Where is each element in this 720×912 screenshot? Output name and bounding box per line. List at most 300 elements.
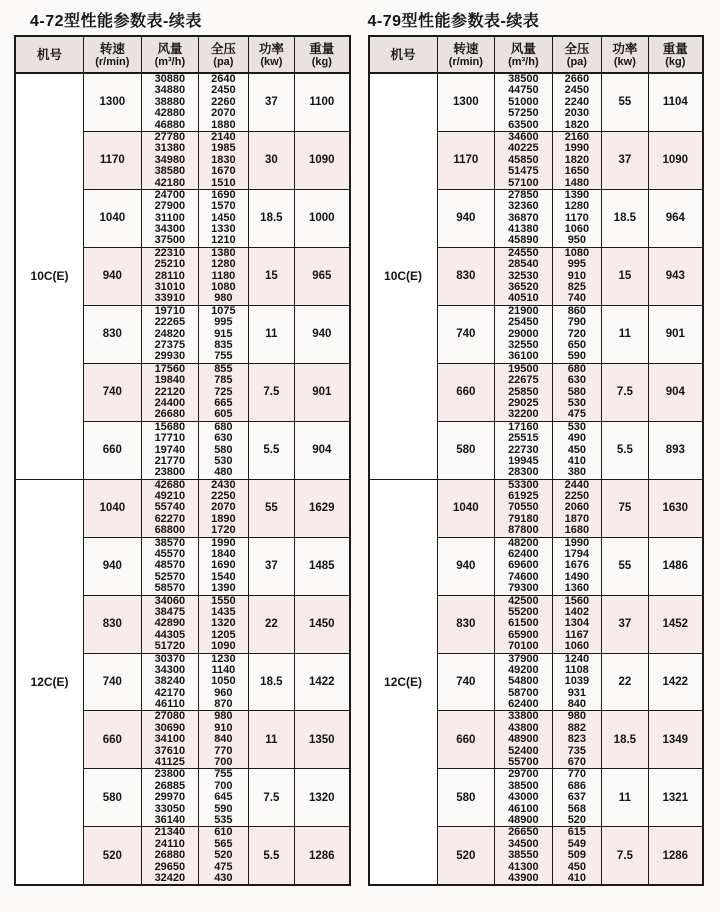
speed-cell: 830 [437, 595, 495, 653]
airflow-value: 34980 [154, 153, 186, 166]
speed-group-row [15, 73, 350, 131]
airflow-value: 29000 [508, 327, 539, 340]
pressure-values-cell [552, 421, 602, 479]
pressure-value: 1990 [564, 536, 590, 549]
pressure-value: 580 [214, 443, 233, 456]
column-header-label: 全压 [210, 41, 236, 56]
pressure-value: 530 [567, 396, 587, 409]
airflow-value: 19740 [154, 443, 186, 456]
table-block-4-72 [14, 6, 351, 886]
pressure-value: 1402 [564, 605, 590, 618]
speed-cell: 940 [437, 189, 495, 247]
airflow-value: 42680 [154, 478, 186, 491]
pressure-values-cell [552, 73, 602, 131]
airflow-values-cell [495, 131, 553, 189]
airflow-value: 22730 [508, 443, 539, 456]
power-cell: 55 [602, 537, 648, 595]
weight-cell: 1349 [648, 711, 703, 769]
airflow-value: 48570 [154, 559, 186, 572]
pressure-value: 610 [214, 826, 233, 839]
airflow-value: 43000 [508, 791, 539, 804]
power-cell: 37 [248, 537, 294, 595]
airflow-values-cell [495, 595, 553, 653]
airflow-value: 26885 [154, 779, 186, 792]
airflow-value: 54800 [508, 675, 539, 688]
airflow-value: 79180 [508, 512, 539, 525]
airflow-value: 38500 [508, 779, 539, 792]
airflow-value: 34880 [154, 84, 186, 97]
airflow-value: 62270 [154, 512, 186, 525]
pressure-value: 680 [567, 362, 587, 375]
power-cell: 5.5 [602, 421, 648, 479]
speed-cell: 660 [437, 711, 495, 769]
pressure-value: 840 [567, 698, 587, 711]
pressure-value: 480 [214, 466, 233, 479]
airflow-value: 31010 [154, 281, 186, 294]
power-cell: 75 [602, 479, 648, 537]
weight-cell: 943 [648, 247, 703, 305]
pressure-value: 2640 [211, 73, 236, 85]
airflow-value: 46880 [154, 118, 186, 131]
speed-cell: 740 [437, 305, 495, 363]
column-header-unit: (kw) [260, 55, 283, 68]
weight-cell: 1286 [295, 827, 350, 885]
airflow-value: 17160 [508, 420, 539, 433]
airflow-value: 29970 [154, 791, 186, 804]
column-header-label: 风量 [157, 41, 183, 56]
airflow-value: 38570 [154, 536, 186, 549]
pressure-value: 2070 [211, 501, 236, 514]
pressure-value: 2450 [564, 84, 590, 97]
speed-cell: 1300 [84, 73, 142, 131]
pressure-values-cell [552, 827, 602, 885]
airflow-value: 38500 [508, 73, 539, 85]
airflow-value: 42880 [154, 107, 186, 120]
weight-cell: 1090 [295, 131, 350, 189]
pressure-value: 725 [214, 385, 233, 398]
pressure-value: 770 [214, 744, 233, 757]
performance-table-4-72 [14, 35, 351, 886]
pressure-value: 670 [567, 756, 587, 769]
weight-cell: 1321 [648, 769, 703, 827]
airflow-value: 19945 [508, 454, 539, 467]
airflow-values-cell [141, 827, 199, 885]
airflow-value: 46100 [508, 802, 539, 815]
pressure-value: 1540 [211, 570, 236, 583]
airflow-value: 57100 [508, 176, 539, 189]
airflow-value: 22675 [508, 374, 539, 387]
pressure-value: 2430 [211, 478, 236, 491]
airflow-value: 63500 [508, 118, 539, 131]
power-cell: 15 [602, 247, 648, 305]
power-cell: 55 [602, 73, 648, 131]
airflow-value: 32550 [508, 338, 539, 351]
speed-cell: 660 [84, 711, 142, 769]
weight-cell: 1320 [295, 769, 350, 827]
pressure-value: 1170 [564, 211, 589, 224]
airflow-value: 25850 [508, 385, 539, 398]
pressure-value: 2260 [211, 95, 236, 108]
pressure-value: 1167 [564, 628, 589, 641]
airflow-value: 58570 [154, 582, 186, 595]
power-cell: 18.5 [602, 711, 648, 769]
pressure-value: 915 [214, 327, 233, 340]
airflow-value: 45570 [154, 548, 186, 561]
pressure-value: 1075 [211, 304, 236, 317]
pressure-value: 910 [214, 721, 233, 734]
pressure-value: 520 [214, 849, 233, 862]
pressure-value: 1360 [564, 582, 590, 595]
airflow-value: 32420 [154, 871, 186, 884]
airflow-value: 22120 [154, 385, 186, 398]
pressure-value: 1870 [564, 512, 590, 525]
pressure-value: 1890 [211, 512, 236, 525]
pressure-value: 700 [214, 756, 233, 769]
speed-cell: 580 [84, 769, 142, 827]
weight-cell: 893 [648, 421, 703, 479]
pressure-value: 1090 [211, 640, 236, 653]
airflow-value: 36100 [508, 350, 539, 363]
airflow-value: 36520 [508, 281, 539, 294]
power-cell: 11 [602, 769, 648, 827]
pressure-value: 1180 [211, 269, 236, 282]
speed-cell: 1170 [437, 131, 495, 189]
pressure-value: 590 [567, 350, 587, 363]
column-header [437, 36, 495, 73]
airflow-value: 27080 [154, 710, 186, 723]
column-header-label: 机号 [37, 47, 63, 62]
pressure-values-cell [552, 189, 602, 247]
airflow-value: 34100 [154, 733, 186, 746]
pressure-value: 1435 [211, 605, 236, 618]
speed-cell: 1040 [84, 189, 142, 247]
power-cell: 15 [248, 247, 294, 305]
airflow-value: 70100 [508, 640, 539, 653]
airflow-value: 31380 [154, 142, 186, 155]
pressure-value: 1390 [564, 188, 590, 201]
airflow-value: 38880 [154, 95, 186, 108]
airflow-value: 33800 [508, 710, 539, 723]
airflow-value: 48200 [508, 536, 539, 549]
column-header-label: 全压 [564, 41, 590, 56]
airflow-value: 49210 [154, 490, 186, 503]
power-cell: 5.5 [248, 827, 294, 885]
pressure-value: 1985 [211, 142, 236, 155]
airflow-value: 34300 [154, 223, 186, 236]
pressure-values-cell [199, 537, 249, 595]
airflow-value: 28540 [508, 258, 539, 271]
pressure-value: 1990 [211, 536, 236, 549]
column-header [648, 36, 703, 73]
power-cell: 7.5 [248, 363, 294, 421]
airflow-value: 38550 [508, 849, 539, 862]
pressure-value: 1380 [211, 246, 236, 259]
airflow-value: 27900 [154, 200, 186, 213]
airflow-value: 25515 [508, 432, 539, 445]
pressure-value: 1060 [564, 223, 590, 236]
pressure-value: 430 [214, 871, 233, 884]
airflow-value: 37610 [154, 744, 186, 757]
speed-cell: 830 [437, 247, 495, 305]
pressure-value: 686 [567, 779, 587, 792]
pressure-value: 1080 [564, 246, 590, 259]
header-row [369, 36, 704, 73]
pressure-value: 1720 [211, 524, 236, 537]
pressure-values-cell [199, 827, 249, 885]
airflow-value: 21770 [154, 454, 186, 467]
table-block-4-79 [368, 6, 705, 886]
pressure-value: 680 [214, 420, 233, 433]
pressure-value: 380 [567, 466, 587, 479]
speed-cell: 580 [437, 769, 495, 827]
airflow-value: 36140 [154, 814, 186, 826]
pressure-value: 1830 [211, 153, 236, 166]
pressure-value: 1080 [211, 281, 236, 294]
weight-cell: 1629 [295, 479, 350, 537]
machine-number-cell: 12C(E) [369, 479, 438, 885]
airflow-value: 74600 [508, 570, 539, 583]
pressure-value: 1480 [564, 176, 590, 189]
weight-cell: 965 [295, 247, 350, 305]
column-header-unit: (r/min) [448, 55, 483, 68]
pressure-value: 1690 [211, 559, 236, 572]
pressure-value: 1108 [564, 663, 589, 676]
airflow-value: 62400 [508, 698, 539, 711]
pressure-value: 755 [214, 350, 233, 363]
airflow-values-cell [141, 247, 199, 305]
pressure-value: 1820 [564, 153, 590, 166]
airflow-value: 48900 [508, 814, 539, 826]
airflow-value: 49200 [508, 663, 539, 676]
pressure-value: 1240 [564, 652, 590, 665]
column-header [552, 36, 602, 73]
column-header-label: 转速 [453, 41, 479, 56]
pressure-values-cell [199, 595, 249, 653]
pressure-value: 615 [567, 826, 587, 839]
column-header [84, 36, 142, 73]
pressure-value: 823 [567, 733, 587, 746]
pressure-value: 1390 [211, 582, 236, 595]
speed-cell: 1170 [84, 131, 142, 189]
pressure-value: 1140 [211, 663, 236, 676]
airflow-values-cell [495, 363, 553, 421]
airflow-value: 52400 [508, 744, 539, 757]
speed-cell: 660 [437, 363, 495, 421]
pressure-value: 1840 [211, 548, 236, 561]
column-header-label: 功率 [612, 41, 638, 56]
pressure-value: 840 [214, 733, 233, 746]
pressure-values-cell [552, 595, 602, 653]
pressure-value: 995 [567, 258, 587, 271]
pressure-value: 1280 [211, 258, 236, 271]
airflow-value: 36870 [508, 211, 539, 224]
airflow-value: 55740 [154, 501, 186, 514]
machine-number-cell: 12C(E) [15, 479, 84, 885]
pressure-values-cell [199, 421, 249, 479]
pressure-value: 2030 [564, 107, 590, 120]
airflow-value: 44750 [508, 84, 539, 97]
airflow-value: 58700 [508, 686, 539, 699]
column-header-unit: (pa) [566, 55, 587, 68]
pressure-value: 450 [567, 860, 587, 873]
column-header-unit: (m³/h) [154, 55, 186, 68]
airflow-value: 41300 [508, 860, 539, 873]
airflow-value: 34600 [508, 130, 539, 143]
airflow-value: 24400 [154, 396, 186, 409]
power-cell: 7.5 [602, 363, 648, 421]
speed-cell: 940 [84, 247, 142, 305]
pressure-value: 1550 [211, 594, 236, 607]
airflow-values-cell [495, 769, 553, 827]
speed-cell: 740 [84, 653, 142, 711]
airflow-values-cell [141, 73, 199, 131]
pressure-value: 931 [567, 686, 587, 699]
power-cell: 22 [602, 653, 648, 711]
airflow-value: 23800 [154, 466, 186, 479]
airflow-values-cell [141, 189, 199, 247]
column-header [602, 36, 648, 73]
airflow-values-cell [141, 363, 199, 421]
speed-cell: 1300 [437, 73, 495, 131]
airflow-value: 29930 [154, 350, 186, 363]
column-header [295, 36, 350, 73]
airflow-value: 30880 [154, 73, 186, 85]
pressure-value: 980 [567, 710, 587, 723]
airflow-values-cell [495, 479, 553, 537]
airflow-values-cell [141, 479, 199, 537]
pressure-value: 630 [567, 374, 587, 387]
pressure-value: 650 [567, 338, 587, 351]
pressure-values-cell [552, 131, 602, 189]
pressure-value: 475 [214, 860, 233, 873]
pressure-values-cell [199, 247, 249, 305]
column-header-unit: (kg) [665, 55, 686, 68]
weight-cell: 1100 [295, 73, 350, 131]
pressure-value: 995 [214, 316, 233, 329]
airflow-value: 26680 [154, 408, 186, 421]
airflow-value: 34060 [154, 594, 186, 607]
airflow-value: 43900 [508, 871, 539, 884]
column-header-label: 机号 [390, 47, 416, 62]
airflow-value: 42890 [154, 617, 186, 630]
pressure-value: 1060 [564, 640, 590, 653]
airflow-value: 40510 [508, 292, 539, 305]
pressure-value: 1690 [211, 188, 236, 201]
airflow-value: 34300 [154, 663, 186, 676]
speed-cell: 830 [84, 305, 142, 363]
pressure-value: 1304 [564, 617, 590, 630]
pressure-value: 980 [214, 710, 233, 723]
column-header-unit: (kg) [311, 55, 332, 68]
airflow-value: 51475 [508, 165, 539, 178]
airflow-value: 26650 [508, 826, 539, 839]
pressure-value: 2440 [564, 478, 590, 491]
speed-cell: 830 [84, 595, 142, 653]
pressure-value: 1560 [564, 594, 590, 607]
pressure-values-cell [199, 189, 249, 247]
column-header-unit: (kw) [613, 55, 636, 68]
speed-cell: 940 [84, 537, 142, 595]
power-cell: 18.5 [248, 653, 294, 711]
pressure-value: 1570 [211, 200, 236, 213]
pressure-value: 2660 [564, 73, 590, 85]
pressure-value: 790 [567, 316, 587, 329]
weight-cell: 904 [295, 421, 350, 479]
airflow-value: 24550 [508, 246, 539, 259]
airflow-values-cell [141, 711, 199, 769]
pressure-value: 2250 [211, 490, 236, 503]
airflow-value: 27780 [154, 130, 186, 143]
column-header [495, 36, 553, 73]
airflow-values-cell [495, 653, 553, 711]
pressure-value: 755 [214, 768, 233, 781]
pressure-value: 2450 [211, 84, 236, 97]
pressure-value: 735 [567, 744, 587, 757]
pressure-value: 1330 [211, 223, 236, 236]
airflow-values-cell [495, 421, 553, 479]
pressure-value: 565 [214, 837, 233, 850]
speed-cell: 520 [84, 827, 142, 885]
pressure-value: 950 [567, 234, 587, 247]
pressure-value: 2070 [211, 107, 236, 120]
pressure-values-cell [552, 247, 602, 305]
pressure-value: 1880 [211, 118, 236, 131]
weight-cell: 1422 [648, 653, 703, 711]
pressure-value: 637 [567, 791, 587, 804]
pressure-value: 630 [214, 432, 233, 445]
pressure-value: 665 [214, 396, 233, 409]
airflow-value: 44305 [154, 628, 186, 641]
airflow-value: 28110 [154, 269, 185, 282]
airflow-value: 30690 [154, 721, 186, 734]
power-cell: 37 [248, 73, 294, 131]
airflow-value: 79300 [508, 582, 539, 595]
column-header [369, 36, 438, 73]
pressure-value: 1680 [564, 524, 590, 537]
power-cell: 30 [248, 131, 294, 189]
pressure-values-cell [552, 479, 602, 537]
airflow-value: 61925 [508, 490, 539, 503]
airflow-value: 19500 [508, 362, 539, 375]
pressure-value: 855 [214, 362, 233, 375]
pressure-value: 1990 [564, 142, 590, 155]
airflow-value: 41125 [154, 756, 185, 769]
pressure-value: 770 [567, 768, 587, 781]
pressure-value: 1794 [564, 548, 590, 561]
pressure-value: 530 [567, 420, 587, 433]
power-cell: 18.5 [248, 189, 294, 247]
airflow-value: 51720 [154, 640, 186, 653]
airflow-value: 34500 [508, 837, 539, 850]
airflow-value: 37500 [154, 234, 186, 247]
weight-cell: 1350 [295, 711, 350, 769]
pressure-value: 2160 [564, 130, 590, 143]
header-row [15, 36, 350, 73]
pressure-value: 549 [567, 837, 587, 850]
airflow-value: 62400 [508, 548, 539, 561]
pressure-value: 1490 [564, 570, 590, 583]
pressure-value: 1050 [211, 675, 236, 688]
pressure-value: 910 [567, 269, 587, 282]
speed-cell: 740 [84, 363, 142, 421]
airflow-value: 61500 [508, 617, 539, 630]
pressure-value: 509 [567, 849, 587, 862]
airflow-value: 38475 [154, 605, 186, 618]
airflow-value: 17710 [154, 432, 186, 445]
weight-cell: 964 [648, 189, 703, 247]
pressure-value: 1205 [211, 628, 236, 641]
airflow-value: 46110 [154, 698, 185, 711]
